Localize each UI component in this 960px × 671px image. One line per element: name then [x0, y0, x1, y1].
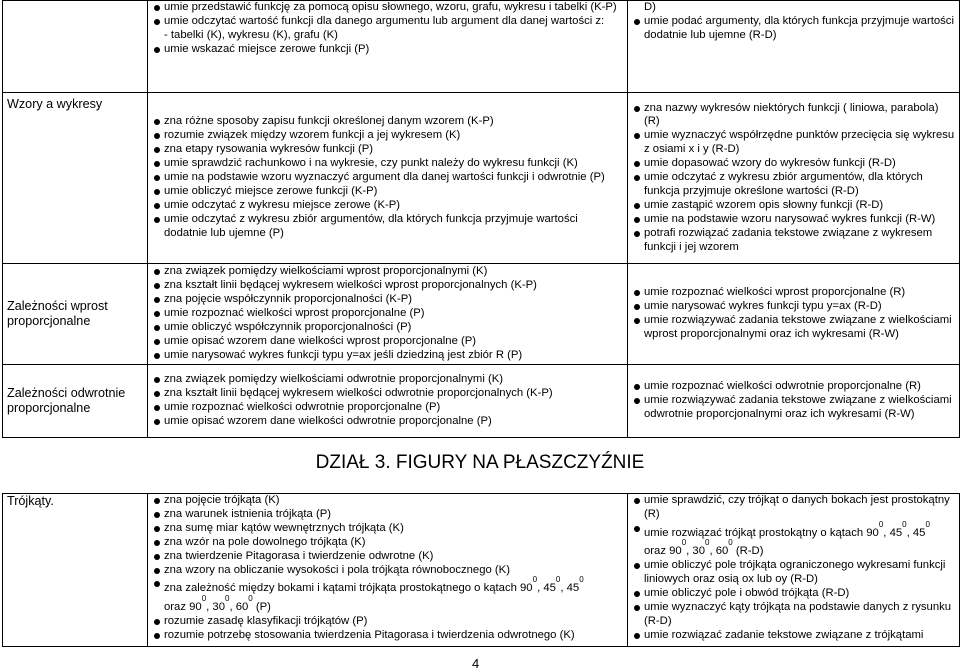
requirement-text: umie rozwiązać zadanie tekstowe związane z trójkątami — [644, 628, 924, 641]
requirement-text: umie na podstawie wzoru wyznaczyć argument dla danej wartości funkcji i odwrotnie (P) — [164, 171, 605, 184]
requirement-text: rozumie zasadę klasyfikacji trójkątów (P) — [164, 614, 368, 627]
list-item — [151, 171, 624, 185]
requirement-text: umie zastąpić wzorem opis słowny funkcji (R-D) — [644, 198, 884, 211]
requirement-text: umie rozpoznać wielkości odwrotnie proporcjonalne (R) — [644, 380, 921, 393]
requirement-text: , 60 — [709, 545, 729, 558]
list-item — [631, 494, 956, 522]
requirement-list — [151, 265, 624, 362]
list-item — [631, 129, 956, 157]
topic-label: Zależności odwrotnie proporcjonalne — [7, 385, 126, 415]
page-number: 4 — [472, 656, 480, 671]
requirements-table-functions — [2, 0, 960, 438]
requirement-text: rozumie potrzebę stosowania twierdzenia Pitagorasa i twierdzenia odwrotnego (K) — [164, 628, 575, 641]
requirement-text: umie rozpoznać wielkości wprost proporcjonalne (P) — [164, 307, 425, 320]
list-item — [151, 577, 624, 596]
requirement-text: (P) — [252, 600, 271, 613]
requirement-text: umie obliczyć miejsce zerowe funkcji (K-P) — [164, 184, 378, 197]
list-item — [151, 199, 624, 213]
degree-superscript: 0 — [555, 575, 561, 585]
table-row — [3, 1, 960, 93]
requirement-text: , 30 — [206, 600, 225, 613]
degree-superscript: 0 — [224, 594, 230, 604]
list-item — [151, 494, 624, 508]
requirement-text: umie na podstawie wzoru narysować wykres funkcji (R-W) — [644, 212, 936, 225]
requirement-text: umie rozpoznać wielkości wprost proporcjonalne (R) — [644, 286, 906, 299]
requirement-list — [631, 380, 956, 422]
list-item — [631, 587, 956, 601]
advanced-requirements-cell — [628, 1, 960, 93]
list-item — [151, 129, 624, 143]
topic-cell — [3, 365, 148, 438]
requirement-text: umie obliczyć pole trójkąta ograniczonego wykresami funkcji liniowych oraz osią ox lub oy (R-D) — [644, 559, 946, 586]
basic-requirements-cell — [148, 264, 628, 365]
requirement-text: (R-D) — [732, 545, 764, 558]
degree-superscript: 0 — [681, 538, 687, 548]
list-item — [151, 522, 624, 536]
list-item — [151, 265, 624, 279]
requirement-list — [151, 1, 624, 57]
topic-cell — [3, 93, 148, 264]
list-item — [151, 615, 624, 629]
requirement-text: zna wzory na obliczanie wysokości i pola trójkąta równobocznego (K) — [164, 563, 510, 576]
requirement-text: umie obliczyć pole i obwód trójkąta (R-D) — [644, 586, 850, 599]
requirement-text: umie odczytać z wykresu miejsce zerowe (K-P) — [164, 198, 401, 211]
requirement-text: umie podać argumenty, dla których funkcja przyjmuje wartości dodatnie lub ujemne (R-D) — [644, 14, 954, 41]
list-item — [631, 540, 956, 559]
list-item — [151, 373, 624, 387]
degree-superscript: 0 — [925, 519, 930, 529]
table-row — [3, 264, 960, 365]
requirement-text: umie narysować wykres funkcji typu y=ax jeśli dziedziną jest zbiór R (P) — [164, 348, 523, 361]
requirement-text: zna pojęcie współczynnik proporcjonalności (K-P) — [164, 293, 413, 306]
requirement-text: oraz 90 — [164, 600, 202, 613]
degree-superscript: 0 — [579, 575, 584, 585]
requirement-text: oraz 90 — [644, 545, 682, 558]
list-item — [631, 199, 956, 213]
list-item — [631, 559, 956, 587]
requirement-list — [631, 1, 956, 43]
requirement-text: , 45 — [906, 526, 926, 539]
list-item — [631, 15, 956, 43]
list-item — [151, 629, 624, 643]
list-item — [631, 171, 956, 199]
requirement-text: umie opisać wzorem dane wielkości wprost proporcjonalne (P) — [164, 334, 477, 347]
list-item — [151, 213, 624, 241]
list-item — [631, 380, 956, 394]
requirement-text: , 30 — [686, 545, 705, 558]
requirement-text: zna warunek istnienia trójkąta (P) — [164, 507, 332, 520]
list-item — [631, 1, 956, 15]
list-item — [631, 300, 956, 314]
requirement-text: umie wyznaczyć kąty trójkąta na podstawie danych z rysunku (R-D) — [644, 600, 952, 627]
requirement-list — [151, 494, 624, 643]
topic-cell — [3, 264, 148, 365]
requirement-text: zna różne sposoby zapisu funkcji określonej danym wzorem (K-P) — [164, 115, 494, 128]
requirement-text: umie wskazać miejsce zerowe funkcji (P) — [164, 42, 370, 55]
list-item — [151, 335, 624, 349]
list-item — [151, 115, 624, 129]
requirement-text: zna pojęcie trójkąta (K) — [164, 494, 280, 506]
topic-label: Trójkąty. — [7, 494, 54, 508]
requirement-text: umie dopasować wzory do wykresów funkcji (R-D) — [644, 157, 896, 170]
requirement-text: , 45 — [560, 582, 580, 595]
requirement-text: , 45 — [537, 582, 556, 595]
list-item — [151, 349, 624, 363]
list-item — [151, 157, 624, 171]
requirement-text: zna sumę miar kątów wewnętrznych trójkąta (K) — [164, 521, 404, 534]
list-item — [151, 307, 624, 321]
requirement-text: , 45 — [883, 526, 903, 539]
list-item — [631, 394, 956, 422]
degree-superscript: 0 — [704, 538, 710, 548]
list-item — [151, 564, 624, 578]
requirement-list — [631, 494, 956, 643]
list-item — [631, 286, 956, 300]
list-item — [151, 536, 624, 550]
degree-superscript: 0 — [878, 519, 884, 529]
advanced-requirements-cell — [628, 494, 960, 647]
degree-superscript: 0 — [728, 538, 733, 548]
requirement-text: zna twierdzenie Pitagorasa i twierdzenie odwrotne (K) — [164, 549, 434, 562]
basic-requirements-cell — [148, 365, 628, 438]
basic-requirements-cell — [148, 93, 628, 264]
list-item — [151, 415, 624, 429]
table-row — [3, 93, 960, 264]
section-heading: DZIAŁ 3. FIGURY NA PŁASZCZYŹNIE — [315, 452, 645, 473]
requirement-text: , 60 — [229, 600, 249, 613]
topic-label: Zależności wprost proporcjonalne — [7, 298, 108, 328]
list-item — [631, 629, 956, 643]
table-row — [3, 365, 960, 438]
requirement-text: umie rozwiązywać zadania tekstowe związane z wielkościami odwrotnie proporcjonalnymi oraz ich wykresami (R-W) — [644, 394, 952, 420]
requirement-list — [151, 373, 624, 429]
requirement-text: umie opisać wzorem dane wielkości odwrotnie proporcjonalne (P) — [164, 414, 492, 427]
list-item — [151, 321, 624, 335]
requirement-text: umie sprawdzić, czy trójkąt o danych bokach jest prostokątny (R) — [644, 494, 950, 520]
list-item — [151, 29, 624, 43]
requirement-text: umie wyznaczyć współrzędne punktów przecięcia się wykresu z osiami x i y (R-D) — [644, 129, 955, 156]
topic-label: Wzory a wykresy — [7, 97, 103, 111]
advanced-requirements-cell — [628, 264, 960, 365]
list-item — [631, 519, 956, 541]
list-item — [151, 293, 624, 307]
degree-superscript: 0 — [902, 519, 907, 529]
requirement-text: umie narysować wykres funkcji typu y=ax (R-D) — [644, 300, 882, 313]
list-item — [631, 213, 956, 227]
requirement-text: zna nazwy wykresów niektórych funkcji ( liniowa, parabola) (R) — [644, 101, 939, 128]
requirement-text: D) — [644, 1, 656, 13]
list-item — [151, 15, 624, 29]
requirement-text: umie odczytać z wykresu zbiór argumentów, dla których funkcja przyjmuje wartości dodatnie lub ujemne (P) — [164, 212, 578, 239]
topic-cell — [3, 494, 148, 647]
requirement-text: rozumie związek między wzorem funkcji a jej wykresem (K) — [164, 129, 461, 142]
requirement-text: zna kształt linii będącej wykresem wielkości wprost proporcjonalnych (K-P) — [164, 279, 537, 292]
basic-requirements-cell — [148, 494, 628, 647]
list-item — [631, 102, 956, 130]
list-item — [151, 43, 624, 57]
requirement-text: - tabelki (K), wykresu (K), grafu (K) — [164, 28, 338, 41]
list-item — [151, 401, 624, 415]
table-row — [3, 494, 960, 647]
topic-cell — [3, 1, 148, 93]
list-item — [151, 550, 624, 564]
list-item — [151, 508, 624, 522]
list-item — [631, 601, 956, 629]
requirement-text: umie odczytać z wykresu zbiór argumentów, dla których funkcja przyjmuje określone wartości (R-D) — [644, 171, 923, 197]
advanced-requirements-cell — [628, 93, 960, 264]
degree-superscript: 0 — [248, 594, 253, 604]
list-item — [151, 596, 624, 615]
basic-requirements-cell — [148, 1, 628, 93]
advanced-requirements-cell — [628, 365, 960, 438]
list-item — [151, 185, 624, 199]
degree-superscript: 0 — [532, 575, 538, 585]
list-item — [151, 1, 624, 15]
list-item — [631, 227, 956, 255]
requirement-text: umie rozwiązywać zadania tekstowe związane z wielkościami wprost proporcjonalnymi oraz ich wykresami (R-W) — [644, 314, 952, 340]
list-item — [151, 143, 624, 157]
requirement-text: umie obliczyć współczynnik proporcjonalności (P) — [164, 320, 412, 333]
list-item — [631, 314, 956, 342]
requirement-list — [631, 286, 956, 342]
requirement-text: umie sprawdzić rachunkowo i na wykresie, czy punkt należy do wykresu funkcji (K) — [164, 157, 578, 170]
requirement-text: zna zależność między bokami i kątami trójkąta prostokątnego o kątach 90 — [164, 582, 533, 595]
list-item — [151, 279, 624, 293]
requirements-table-triangles — [2, 493, 960, 647]
requirement-text: umie rozwiązać trójkąt prostokątny o kątach 90 — [644, 526, 879, 539]
requirement-text: umie rozpoznać wielkości odwrotnie proporcjonalne (P) — [164, 401, 441, 413]
degree-superscript: 0 — [201, 594, 207, 604]
requirement-text: zna kształt linii będącej wykresem wielkości odwrotnie proporcjonalnych (K-P) — [164, 387, 553, 400]
requirement-text: umie przedstawić funkcję za pomocą opisu słownego, wzoru, grafu, wykresu i tabelki (K-P) — [164, 1, 617, 13]
requirement-text: zna związek pomiędzy wielkościami odwrotnie proporcjonalnymi (K) — [164, 373, 504, 386]
requirement-list — [631, 102, 956, 255]
requirement-text: zna etapy rysowania wykresów funkcji (P) — [164, 143, 374, 156]
requirement-list — [151, 115, 624, 240]
requirement-text: potrafi rozwiązać zadania tekstowe związane z wykresem funkcji i jej wzorem — [644, 226, 933, 253]
requirement-text: zna związek pomiędzy wielkościami wprost proporcjonalnymi (K) — [164, 265, 488, 278]
requirement-text: umie odczytać wartość funkcji dla danego argumentu lub argument dla danej wartości z: — [164, 14, 605, 27]
requirement-text: zna wzór na pole dowolnego trójkąta (K) — [164, 535, 366, 548]
list-item — [151, 387, 624, 401]
list-item — [631, 157, 956, 171]
